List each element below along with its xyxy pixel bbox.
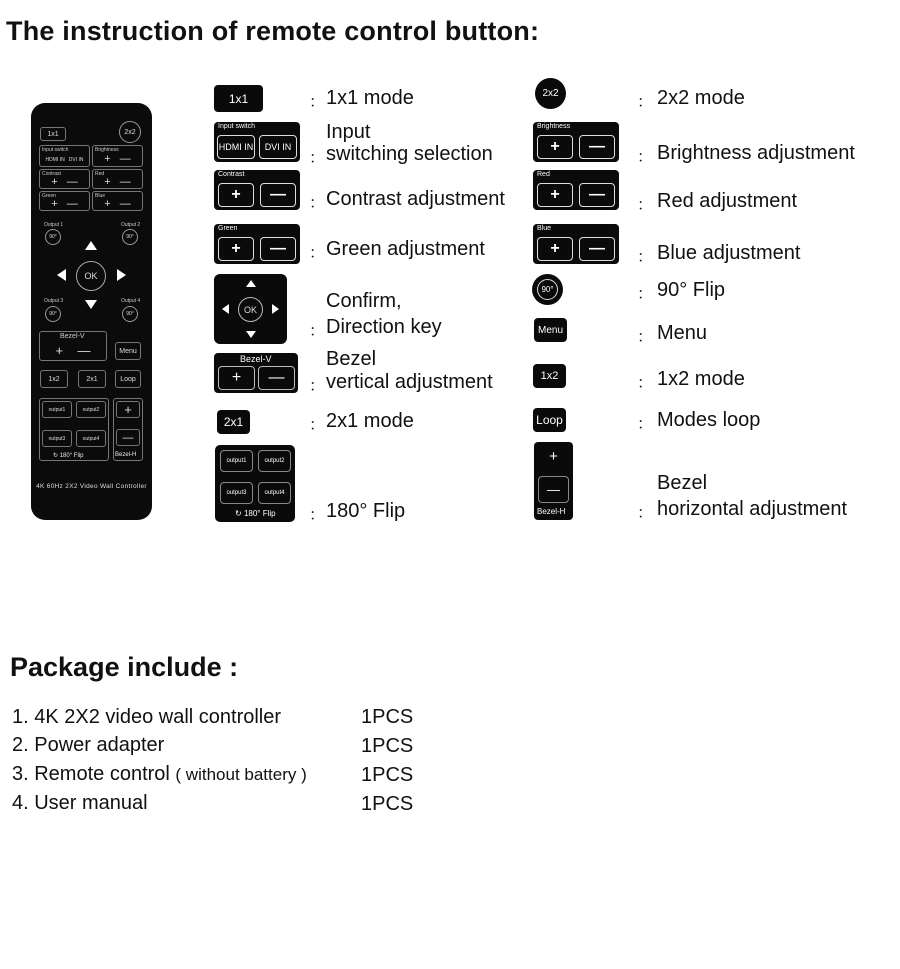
icon-contrast-label: Contrast — [218, 171, 245, 178]
remote-menu-button: Menu — [115, 342, 141, 360]
colon: ： — [637, 416, 654, 433]
colon: ： — [637, 505, 654, 522]
remote-contrast-group: Contrast + — — [39, 169, 90, 189]
package-title: Package include : — [10, 652, 239, 682]
icon-menu-button: Menu — [534, 318, 567, 342]
plus-icon: + — [537, 237, 573, 261]
minus-icon: — — [260, 183, 296, 207]
remote-flip-text: 180° Flip — [59, 453, 84, 459]
remote-green-label: Green — [42, 193, 56, 199]
label-menu: Menu — [657, 322, 708, 344]
colon: ： — [309, 150, 326, 167]
colon: ： — [309, 245, 326, 262]
remote-red-label: Red — [95, 171, 105, 177]
minus-icon: — — [579, 183, 615, 207]
package-qty: 1PCS — [361, 793, 414, 815]
minus-icon: — — [260, 237, 296, 261]
icon-bezel-v-label: Bezel-V — [240, 354, 272, 364]
label-contrast-adjustment: Contrast adjustment — [326, 188, 505, 210]
icon-red-label: Red — [537, 171, 550, 178]
icon-blue-group — [533, 224, 619, 264]
remote-bezel-v-group: Bezel-V + — — [39, 331, 107, 361]
remote-output2-label: Output 2 — [121, 222, 141, 228]
remote-blue-group: Blue + — — [92, 191, 143, 211]
plus-icon: + — [218, 237, 254, 261]
icon-brightness-group — [533, 122, 619, 162]
remote-output3-label: Output 3 — [44, 298, 64, 304]
label-1x1-mode: 1x1 mode — [326, 87, 414, 109]
label-vertical-adjustment: vertical adjustment — [326, 371, 493, 393]
remote-model-text: 4K 60Hz 2X2 Video Wall Controller — [36, 483, 147, 490]
down-arrow-icon — [246, 331, 256, 338]
remote-flip-label: ↻ 180° Flip — [53, 453, 84, 459]
remote-input-switch-label: Input switch — [42, 147, 69, 153]
label-switching-selection: switching selection — [326, 143, 493, 165]
plus-icon: + — [218, 183, 254, 207]
remote-dvi-label: DVI IN — [68, 157, 84, 163]
remote-2x2-button: 2x2 — [119, 121, 141, 143]
icon-input-switch-label: Input switch — [218, 123, 255, 130]
label-confirm: Confirm, — [326, 290, 402, 312]
plus-icon: + — [218, 366, 255, 390]
colon: ： — [309, 94, 326, 111]
colon: ： — [637, 329, 654, 346]
icon-bezel-h-group — [534, 442, 573, 520]
label-blue-adjustment: Blue adjustment — [657, 242, 801, 264]
icon-bezel-h-label: Bezel-H — [537, 507, 566, 516]
icon-flip-caption: ↻ 180° Flip — [235, 509, 276, 518]
remote-rotate-icon: 90° — [45, 306, 61, 322]
label-horizontal-adjustment: horizontal adjustment — [657, 498, 848, 520]
remote-output2-button: output2 — [76, 401, 106, 418]
colon: ： — [637, 94, 654, 111]
ok-button-icon: OK — [238, 297, 263, 322]
label-2x1-mode: 2x1 mode — [326, 410, 414, 432]
icon-rotate-90-button — [532, 274, 563, 305]
remote-brightness-label: Brightness — [95, 147, 119, 153]
remote-right-arrow-icon — [117, 269, 126, 281]
colon: ： — [637, 249, 654, 266]
minus-icon: — — [579, 135, 615, 159]
colon: ： — [309, 195, 326, 212]
remote-output1-button: output1 — [42, 401, 72, 418]
package-item: 4. User manual — [12, 792, 148, 814]
right-arrow-icon — [272, 304, 279, 314]
colon: ： — [309, 417, 326, 434]
label-1x2-mode: 1x2 mode — [657, 368, 745, 390]
icon-2x2-button: 2x2 — [535, 78, 566, 109]
remote-output3-button: output3 — [42, 430, 72, 447]
colon: ： — [309, 507, 326, 524]
package-qty: 1PCS — [361, 735, 414, 757]
label-bezel-h: Bezel — [657, 472, 708, 494]
package-item: 2. Power adapter — [12, 734, 165, 756]
icon-bezel-v-group — [214, 353, 298, 393]
label-2x2-mode: 2x2 mode — [657, 87, 745, 109]
package-qty: 1PCS — [361, 764, 414, 786]
colon: ： — [637, 286, 654, 303]
label-modes-loop: Modes loop — [657, 409, 761, 431]
icon-dvi-button: DVI IN — [259, 135, 297, 159]
remote-output4-button: output4 — [76, 430, 106, 447]
remote-down-arrow-icon — [85, 300, 97, 309]
colon: ： — [309, 323, 326, 340]
icon-brightness-label: Brightness — [537, 123, 571, 130]
icon-flip-group — [215, 445, 295, 522]
minus-icon: — — [258, 366, 295, 390]
left-arrow-icon — [222, 304, 229, 314]
remote-1x2-button: 1x2 — [40, 370, 68, 388]
remote-contrast-label: Contrast — [42, 171, 61, 177]
icon-output4-button: output4 — [258, 482, 291, 504]
icon-loop-button: Loop — [533, 408, 566, 432]
icon-input-switch-group — [214, 122, 300, 162]
plus-icon: + — [537, 183, 573, 207]
icon-output1-button: output1 — [220, 450, 253, 472]
icon-green-group — [214, 224, 300, 264]
colon: ： — [637, 197, 654, 214]
icon-output3-button: output3 — [220, 482, 253, 504]
remote-bezel-h-minus: — — [116, 429, 140, 446]
remote-control-image — [31, 103, 152, 520]
rotate-icon: 90° — [537, 279, 558, 300]
remote-bezel-h-label: Bezel-H — [115, 452, 137, 458]
icon-1x1-button: 1x1 — [214, 85, 263, 112]
package-item: 1. 4K 2X2 video wall controller — [12, 706, 282, 728]
minus-icon: — — [579, 237, 615, 261]
colon: ： — [309, 378, 326, 395]
icon-red-group — [533, 170, 619, 210]
icon-flip-caption-text: 180° Flip — [243, 509, 276, 518]
label-direction-key: Direction key — [326, 316, 442, 338]
icon-green-label: Green — [218, 225, 238, 232]
remote-2x1-button: 2x1 — [78, 370, 106, 388]
plus-icon: + — [537, 135, 573, 159]
remote-ok-button: OK — [76, 261, 106, 291]
remote-hdmi-label: HDMI IN — [45, 157, 65, 163]
label-input: Input — [326, 121, 371, 143]
icon-output2-button: output2 — [258, 450, 291, 472]
remote-loop-button: Loop — [115, 370, 141, 388]
remote-blue-label: Blue — [95, 193, 106, 199]
label-red-adjustment: Red adjustment — [657, 190, 798, 212]
remote-rotate-icon: 90° — [45, 229, 61, 245]
label-bezel: Bezel — [326, 348, 377, 370]
remote-rotate-icon: 90° — [122, 229, 138, 245]
icon-direction-pad — [214, 274, 287, 344]
remote-bezel-h-plus: + — [116, 401, 140, 418]
icon-blue-label: Blue — [537, 225, 552, 232]
icon-1x2-button: 1x2 — [533, 364, 566, 388]
colon: ： — [637, 149, 654, 166]
label-90-flip: 90° Flip — [657, 279, 726, 301]
plus-icon: + — [549, 448, 558, 465]
icon-2x1-button: 2x1 — [217, 410, 250, 434]
label-180-flip: 180° Flip — [326, 500, 406, 522]
remote-green-group: Green + — — [39, 191, 90, 211]
remote-up-arrow-icon — [85, 241, 97, 250]
label-green-adjustment: Green adjustment — [326, 238, 485, 260]
remote-1x1-button: 1x1 — [40, 127, 66, 141]
remote-red-group: Red + — — [92, 169, 143, 189]
minus-icon: — — [538, 476, 569, 503]
package-item-name: 3. Remote control — [12, 763, 170, 785]
label-brightness-adjustment: Brightness adjustment — [657, 142, 855, 164]
remote-output4-label: Output 4 — [121, 298, 141, 304]
remote-output1-label: Output 1 — [44, 222, 64, 228]
remote-input-switch-group — [39, 145, 90, 167]
remote-bezel-v-label: Bezel-V — [60, 333, 85, 340]
remote-left-arrow-icon — [57, 269, 66, 281]
up-arrow-icon — [246, 280, 256, 287]
package-item-note: ( without battery ) — [175, 765, 307, 784]
package-item — [12, 763, 307, 786]
package-qty: 1PCS — [361, 706, 414, 728]
icon-hdmi-button: HDMI IN — [217, 135, 255, 159]
colon: ： — [637, 375, 654, 392]
icon-contrast-group — [214, 170, 300, 210]
remote-rotate-icon: 90° — [122, 306, 138, 322]
remote-brightness-group: Brightness + — — [92, 145, 143, 167]
page-title: The instruction of remote control button: — [6, 16, 540, 46]
